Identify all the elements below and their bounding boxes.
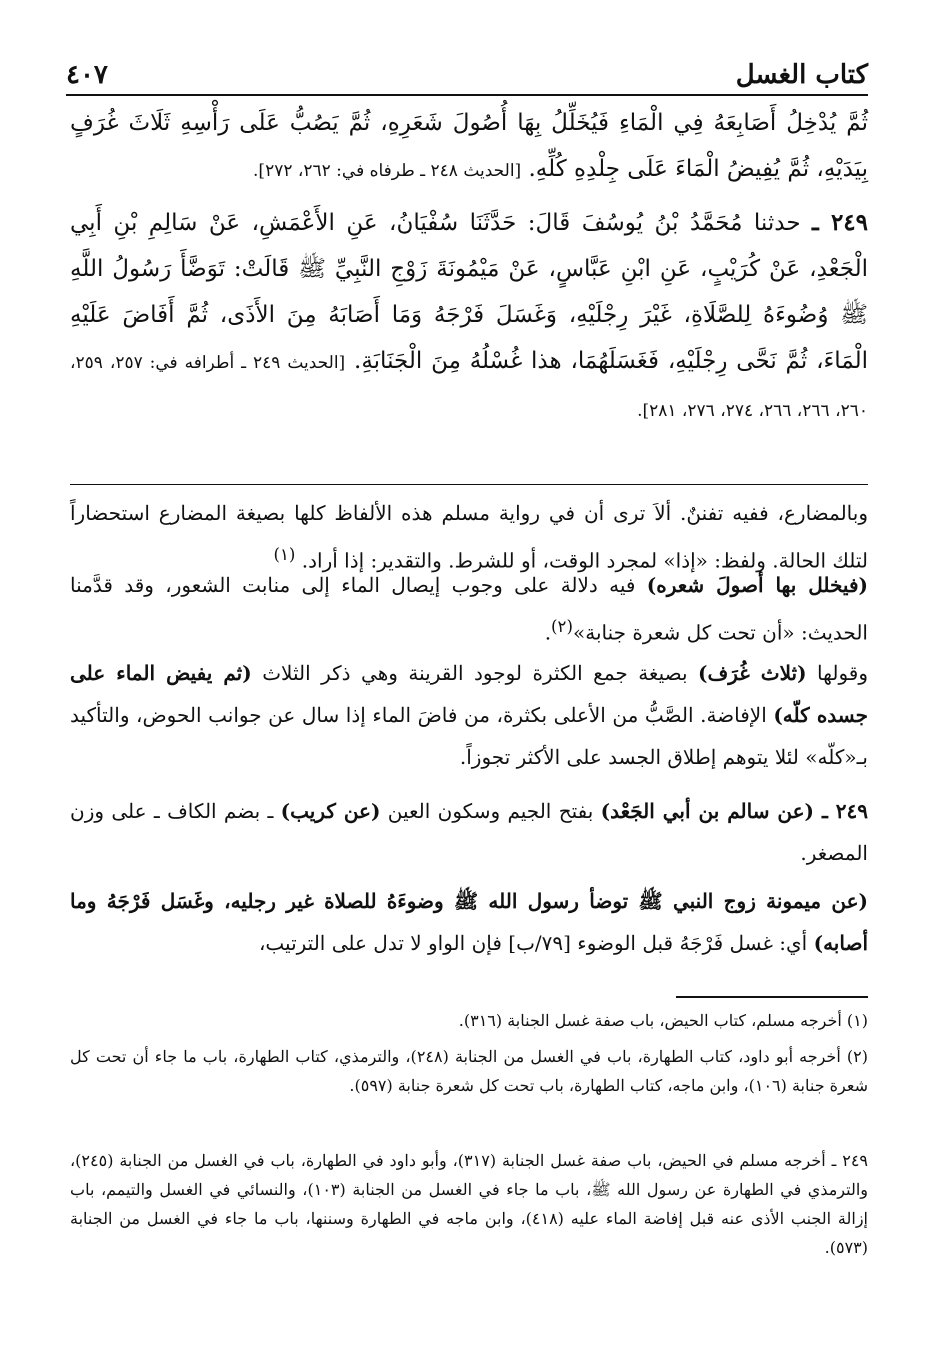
text-commentary-divider xyxy=(70,484,868,485)
commentary-para-2 xyxy=(70,564,868,654)
book-title: كتاب الغسل xyxy=(735,60,868,90)
footnote-1-text: أخرجه مسلم، كتاب الحيض، باب صفة غسل الجنابة (٣١٦). xyxy=(458,1011,842,1030)
page-header xyxy=(66,40,868,90)
commentary-para-3-lemma-2: (ثم يفيض الماء على جسده كلّه) xyxy=(70,661,868,727)
page-number: ٤٠٧ xyxy=(66,60,108,90)
footnote-marker-2: (٢) xyxy=(551,617,573,636)
hadith-249-number: ٢٤٩ ـ xyxy=(812,209,869,236)
commentary-para-1-text: وبالمضارع، ففيه تفننٌ. ألاَ ترى أن في رواية مسلم هذه الألفاظ كلها بصيغة المضارع استحضاراً لتلك الحالة. ولفظ: «إذا» لمجرد الوقت، أو للشرط. والتقدير: إذا أراد. xyxy=(70,501,868,573)
footnote-2-text: أخرجه أبو داود، كتاب الطهارة، باب في الغسل من الجنابة (٢٤٨)، والترمذي، كتاب الطهارة، باب ما جاء أن تحت كل شعرة جنابة (١٠٦)، وابن ماجه، كتاب الطهارة، باب تحت كل شعرة جنابة (٥٩٧). xyxy=(70,1047,868,1095)
hadith-249-text: حدثنا مُحَمَّدُ بْنُ يُوسُفَ قَالَ: حَدَّثَنَا سُفْيَانُ، عَنِ الأَعْمَشِ، عَنْ سَالِمِ بْنِ أَبِي الْجَعْدِ، عَنْ كُرَيْبٍ، عَنِ ابْنِ عَبَّاسٍ، عَنْ مَيْمُونَةَ زَوْجِ النَّبِيِّ ﷺ قَالَتْ: تَوَضَّأَ رَسُولُ اللَّهِ ﷺ وُضُوءَهُ لِلصَّلَاةِ، غَيْرَ رِجْلَيْهِ، وَغَسَلَ فَرْجَهُ وَمَا أَصَابَهُ مِنَ الأَذَى، ثُمَّ أَفَاضَ عَلَيْهِ الْمَاءَ، ثُمَّ نَحَّى رِجْلَيْهِ، فَغَسَلَهُمَا، هذا غُسْلُهُ مِنَ الْجَنَابَةِ. xyxy=(70,210,869,374)
footnote-2 xyxy=(70,1042,868,1100)
footnote-249-number: ٢٤٩ ـ xyxy=(831,1151,868,1170)
commentary-para-3-a: وقولها xyxy=(817,661,868,685)
footnote-249 xyxy=(70,1146,868,1262)
hadith-248-ending xyxy=(70,100,868,194)
commentary-para-5 xyxy=(70,880,868,964)
commentary-para-2-text: فيه دلالة على وجوب إيصال الماء إلى منابت الشعور، وقد قدَّمنا الحديث: «أن تحت كل شعرة جنابة» xyxy=(70,573,868,645)
footnotes-divider xyxy=(676,996,868,998)
commentary-para-3-c: الإفاضة. الصَّبُّ من الأعلى بكثرة، من فاضَ الماء إذا سال عن جوانب الحوض، والتأكيد بـ«كلّه» لئلا يتوهم إطلاق الجسد على الأكثر تجوزاً. xyxy=(70,703,868,769)
footnote-1 xyxy=(70,1006,868,1035)
commentary-para-4 xyxy=(70,790,868,874)
commentary-para-4-b: ـ بضم الكاف ـ على وزن المصغر. xyxy=(70,799,868,865)
commentary-para-3-b: بصيغة جمع الكثرة لوجود القرينة وهي ذكر الثلاث xyxy=(262,661,688,685)
hadith-248-text: ثُمَّ يُدْخِلُ أَصَابِعَهُ فِي الْمَاءِ فَيُخَلِّلُ بِهَا أُصُولَ شَعَرِهِ، ثُمَّ يَصُبُّ عَلَى رَأْسِهِ ثَلَاثَ غُرَفٍ بِيَدَيْهِ، ثُمَّ يُفِيضُ الْمَاءَ عَلَى جِلْدِهِ كُلِّهِ. xyxy=(70,110,868,182)
hadith-249 xyxy=(70,200,868,434)
footnote-1-number: (١) xyxy=(846,1011,868,1030)
commentary-para-4-a: بفتح الجيم وسكون العين xyxy=(387,799,594,823)
commentary-para-4-lemma-2: (عن كريب) xyxy=(280,799,381,823)
commentary-para-3 xyxy=(70,652,868,778)
commentary-para-2-lemma: (فيخلل بها أصولَ شعره) xyxy=(646,573,868,597)
header-divider xyxy=(66,94,868,96)
commentary-para-3-lemma-1: (ثلاث غُرَف) xyxy=(698,661,807,685)
hadith-248-reference: [الحديث ٢٤٨ ـ طرفاه في: ٢٦٢، ٢٧٢]. xyxy=(253,161,522,181)
footnote-2-number: (٢) xyxy=(846,1047,869,1066)
commentary-para-5-text: أي: غسل فَرْجَهُ قبل الوضوء [٧٩/ب] فإن الواو لا تدل على الترتيب، xyxy=(258,931,808,955)
commentary-para-2-end: . xyxy=(544,620,552,645)
hadith-249-reference: [الحديث ٢٤٩ ـ أطرافه في: ٢٥٧، ٢٥٩، ٢٦٠، ٢٦٦، ٢٦٦، ٢٧٤، ٢٧٦، ٢٨١]. xyxy=(70,353,868,421)
commentary-para-5-lemma: (عن ميمونة زوج النبي ﷺ توضأ رسول الله ﷺ وضوءَهُ للصلاة غير رجليه، وغَسَل فَرْجَهُ وما أصابه) xyxy=(70,889,868,955)
footnote-marker-1: (١) xyxy=(273,545,296,564)
footnote-249-text: أخرجه مسلم في الحيض، باب صفة غسل الجنابة (٣١٧)، وأبو داود في الطهارة، باب في الغسل من الجنابة (٢٤٥)، والترمذي في الطهارة عن رسول الله ﷺ، باب ما جاء في الغسل من الجنابة (١٠٣)، والنسائي في الغسل والتيمم، باب إزالة الجنب الأذى عنه قبل إفاضة الماء عليه (٤١٨)، وابن ماجه في الطهارة وسننها، باب ما جاء في الغسل من الجنابة (٥٧٣). xyxy=(70,1151,869,1257)
commentary-para-4-lemma-1: ٢٤٩ ـ (عن سالم بن أبي الجَعْد) xyxy=(600,799,868,823)
